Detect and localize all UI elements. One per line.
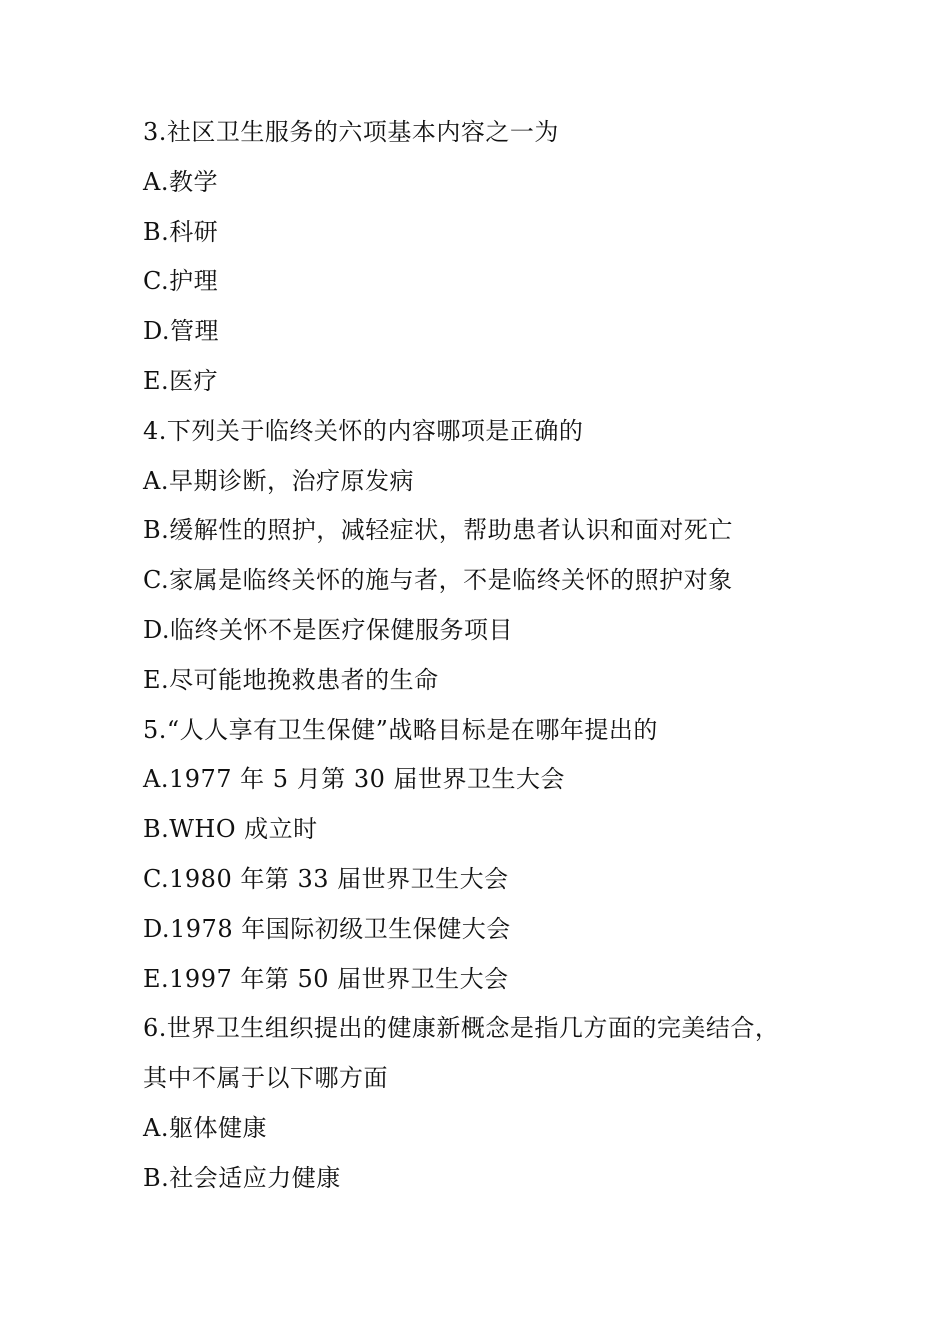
question-4-option-d: D.临终关怀不是医疗保健服务项目 [143,615,514,644]
question-5-option-d: D.1978 年国际初级卫生保健大会 [143,914,511,943]
question-5-stem: 5.“人人享有卫生保健”战略目标是在哪年提出的 [143,715,658,744]
question-3-option-a: A.教学 [143,167,218,196]
question-4-option-c: C.家属是临终关怀的施与者，不是临终关怀的照护对象 [143,566,733,595]
question-6-stem-line-2: 其中不属于以下哪方面 [143,1064,388,1093]
question-6-stem-line-1: 6.世界卫生组织提出的健康新概念是指几方面的完美结合， [143,1014,780,1043]
question-3-option-d: D.管理 [143,317,220,346]
question-4-option-e: E.尽可能地挽救患者的生命 [143,665,439,694]
question-4-stem: 4.下列关于临终关怀的内容哪项是正确的 [143,416,584,445]
question-3-option-e: E.医疗 [143,366,219,395]
question-5-option-e: E.1997 年第 50 届世界卫生大会 [143,964,509,993]
question-5-option-b: B.WHO 成立时 [143,815,318,844]
question-5-option-c: C.1980 年第 33 届世界卫生大会 [143,864,509,893]
question-4-option-a: A.早期诊断，治疗原发病 [143,466,414,495]
question-3-option-b: B.科研 [143,217,219,246]
question-4-option-b: B.缓解性的照护，减轻症状，帮助患者认识和面对死亡 [143,516,733,545]
question-6-option-a: A.躯体健康 [143,1113,267,1142]
question-3-option-c: C.护理 [143,267,219,296]
question-5-option-a: A.1977 年 5 月第 30 届世界卫生大会 [143,765,565,794]
question-3-stem: 3.社区卫生服务的六项基本内容之一为 [143,118,559,146]
question-text-block [143,108,843,1204]
question-6-option-b: B.社会适应力健康 [143,1163,341,1192]
